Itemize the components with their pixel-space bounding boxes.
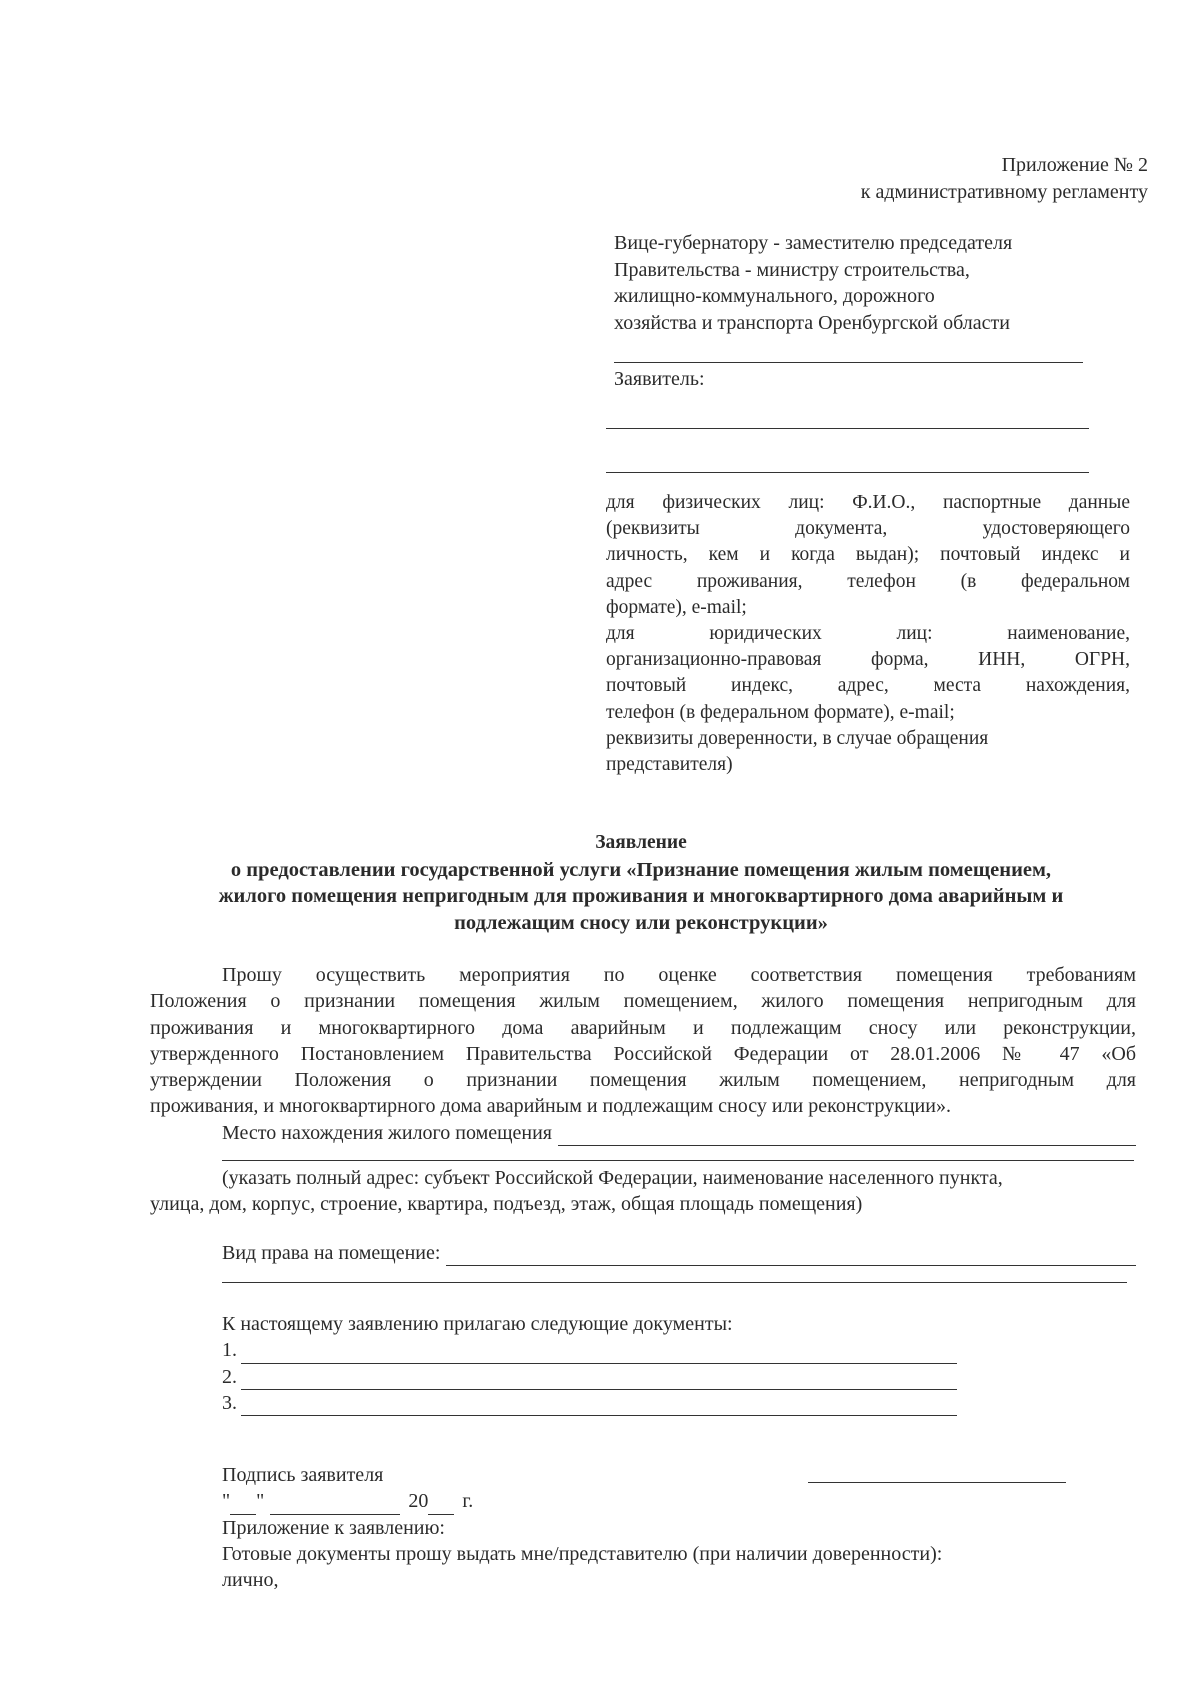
date-year-prefix: 20: [408, 1490, 429, 1513]
requisites-line: для физических лиц: Ф.И.О., паспортные данные: [606, 492, 1130, 513]
addressee-block: [614, 230, 1084, 336]
location-row: [150, 1120, 1136, 1146]
requisites-line: адрес проживания, телефон (в федеральном: [606, 570, 1130, 592]
location-input-line-2[interactable]: [222, 1160, 1134, 1161]
requisites-line: (реквизиты документа, удостоверяющего: [606, 518, 1130, 540]
addressee-line: хозяйства и транспорта Оренбургской области: [614, 311, 1010, 334]
location-hint-line: улица, дом, корпус, строение, квартира, подъезд, этаж, общая площадь помещения): [150, 1193, 863, 1216]
date-row: [150, 1488, 1136, 1514]
attachment-row: [150, 1337, 957, 1363]
requisites-line: организационно-правовая форма, ИНН, ОГРН,: [606, 649, 1130, 671]
date-quote-close: ": [256, 1490, 265, 1513]
requisites-line: почтовый индекс, адрес, места нахождения,: [606, 675, 1130, 697]
requisites-instructions: [606, 490, 1130, 778]
body-line: утверждении Положения о признании помещения жилым помещением, непригодным для: [150, 1069, 1136, 1092]
application-body: [150, 962, 1136, 1594]
applicant-line-1[interactable]: [606, 428, 1089, 429]
applicant-label: Заявитель:: [614, 368, 705, 390]
delivery-option: лично,: [222, 1569, 279, 1592]
title-line: подлежащим сносу или реконструкции»: [454, 911, 828, 934]
date-year-suffix: г.: [462, 1490, 474, 1513]
body-line: проживания, и многоквартирного дома аварийным и подлежащим сносу или реконструкции».: [150, 1095, 951, 1118]
signature-label: Подпись заявителя: [222, 1464, 384, 1487]
right-input[interactable]: [446, 1247, 1136, 1266]
requisites-line: личность, кем и когда выдан); почтовый индекс и: [606, 544, 1130, 566]
addressee-line: Правительства - министру строительства,: [614, 258, 970, 281]
requisites-line: представителя): [606, 754, 733, 776]
requisites-line: телефон (в федеральном формате), e-mail;: [606, 701, 955, 723]
attachment-number: 2.: [222, 1365, 237, 1388]
attachment-number: 3.: [222, 1391, 237, 1414]
addressee-line: жилищно-коммунального, дорожного: [614, 285, 935, 307]
location-label: Место нахождения жилого помещения: [222, 1121, 552, 1144]
signature-block: [150, 1462, 1136, 1593]
attachment-input-1[interactable]: [241, 1345, 957, 1364]
signature-line[interactable]: [808, 1482, 1066, 1483]
application-title: [150, 830, 1132, 936]
attachment-input-2[interactable]: [241, 1371, 957, 1390]
date-year-input[interactable]: [428, 1496, 454, 1515]
appendix-regulation: к административному регламенту: [860, 181, 1148, 203]
addressee-line: Вице-губернатору - заместителю председателя: [614, 232, 1013, 254]
right-row: [150, 1240, 1136, 1266]
right-input-line-2[interactable]: [222, 1282, 1127, 1283]
addressee-underline[interactable]: [614, 362, 1083, 363]
attachments-label: К настоящему заявлению прилагаю следующие документы:: [222, 1312, 733, 1335]
requisites-line: формате), e-mail;: [606, 596, 747, 618]
delivery-text: Готовые документы прошу выдать мне/представителю (при наличии доверенности):: [222, 1543, 943, 1566]
right-label: Вид права на помещение:: [222, 1241, 441, 1264]
appendix-number: Приложение № 2: [1001, 154, 1148, 176]
location-hint-line: (указать полный адрес: субъект Российской Федерации, наименование населенного пункта,: [222, 1167, 1003, 1190]
applicant-line-2[interactable]: [606, 472, 1089, 473]
attachment-input-3[interactable]: [241, 1397, 957, 1416]
attachment-number: 1.: [222, 1339, 237, 1362]
appendix-header: [861, 152, 1148, 206]
location-input[interactable]: [558, 1127, 1136, 1146]
title-line: о предоставлении государственной услуги «Признание помещения жилым помещением,: [230, 858, 1052, 881]
body-line: проживания и многоквартирного дома аварийным и подлежащим сносу или реконструкции,: [150, 1016, 1136, 1039]
requisites-line: реквизиты доверенности, в случае обращения: [606, 727, 989, 749]
body-line: Прошу осуществить мероприятия по оценке соответствия помещения требованиям: [222, 964, 1136, 986]
title-heading: Заявление: [595, 832, 687, 853]
date-quote-open: ": [222, 1490, 231, 1513]
attachment-row: [150, 1364, 957, 1390]
date-day-input[interactable]: [230, 1496, 256, 1515]
body-line: Положения о признании помещения жилым помещением, жилого помещения непригодным для: [150, 990, 1136, 1013]
appendix-label: Приложение к заявлению:: [222, 1516, 445, 1539]
attachment-row: [150, 1390, 957, 1416]
title-line: жилого помещения непригодным для проживания и многоквартирного дома аварийным и: [218, 885, 1064, 907]
requisites-line: для юридических лиц: наименование,: [606, 623, 1130, 645]
body-line: утвержденного Постановлением Правительства Российской Федерации от 28.01.2006 № 47 «Об: [150, 1042, 1136, 1065]
date-month-input[interactable]: [270, 1496, 400, 1515]
